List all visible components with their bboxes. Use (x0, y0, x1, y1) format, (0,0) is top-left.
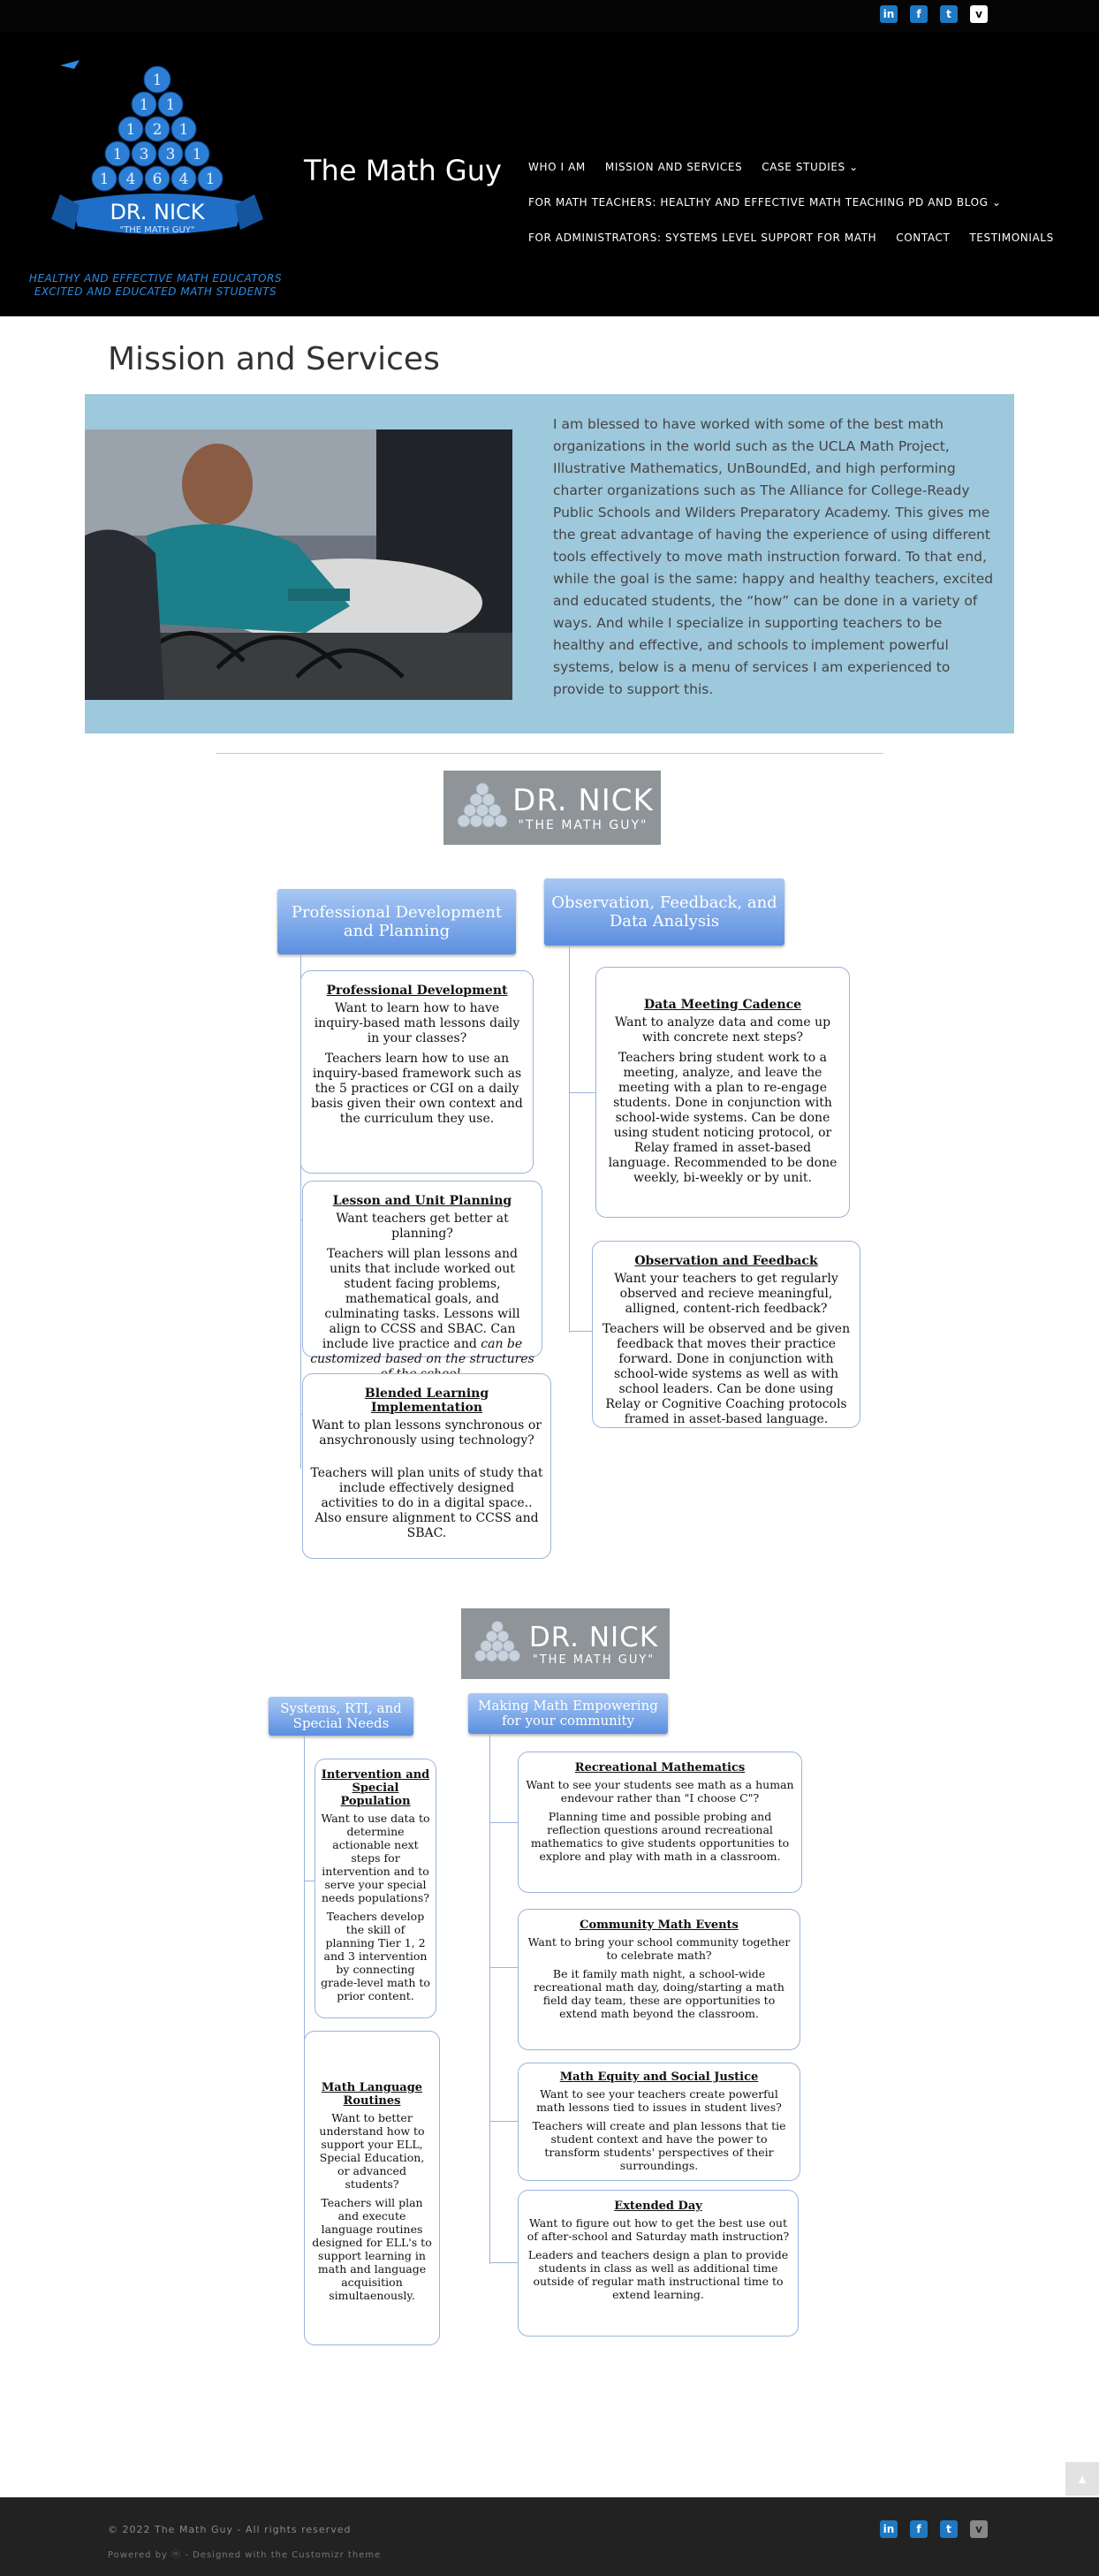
svg-text:1: 1 (165, 96, 176, 114)
back-to-top-button[interactable] (1065, 2462, 1099, 2496)
card-body: Teachers learn how to use an inquiry-based framework such as the 5 practices or CGI on a daily basis given their own context and the curriculum they use. (311, 1052, 523, 1126)
service-card-recreational-mathematics (518, 1752, 802, 1893)
card-question: Want to use data to determine actionable next steps for intervention and to serve your special needs populations? (321, 1812, 430, 1904)
nav-case-studies[interactable]: CASE STUDIES ⌄ (762, 161, 859, 173)
main-nav (528, 161, 1094, 267)
logo-tagline (18, 272, 293, 299)
svg-text:1: 1 (125, 121, 136, 139)
svg-text:2: 2 (152, 121, 163, 139)
svg-text:1: 1 (192, 146, 202, 163)
facebook-icon[interactable]: f (910, 2520, 928, 2538)
svg-text:4: 4 (178, 171, 189, 188)
logo-pyramid-icon (25, 53, 290, 274)
connector-line (489, 2121, 518, 2122)
card-body: Teachers will plan and execute language routines designed for ELL's to support learning in math and language acquisition simultaenously. (312, 2196, 432, 2302)
svg-text:3: 3 (139, 146, 149, 163)
card-question: Want to figure out how to get the best use out of after-school and Saturday math instruction? (527, 2216, 790, 2243)
card-title: Data Meeting Cadence (643, 998, 802, 1012)
site-footer (0, 2497, 1099, 2576)
nav-for-math-teachers[interactable]: FOR MATH TEACHERS: HEALTHY AND EFFECTIVE MATH TEACHING PD AND BLOG ⌄ (528, 196, 1002, 209)
footer-copyright: © 2022 The Math Guy - All rights reserved (108, 2524, 352, 2535)
connector-line (489, 1734, 490, 2264)
card-title: Community Math Events (580, 1919, 739, 1932)
card-body (310, 1247, 534, 1382)
linkedin-icon[interactable]: in (880, 5, 898, 23)
service-card-math-language-routines (304, 2031, 440, 2345)
card-body: Teachers will create and plan lessons that tie student context and have the power to transform students' perspectives of their surroundings. (532, 2119, 786, 2172)
divider (216, 753, 883, 754)
badge-title: DR. NICK (512, 783, 654, 818)
card-question: Want to analyze data and come up with concrete next steps? (614, 1015, 831, 1045)
svg-text:1: 1 (205, 171, 216, 188)
card-question: Want your teachers to get regularly observed and recieve meaningful, alligned, content-rich feedback? (614, 1272, 838, 1316)
card-body: Leaders and teachers design a plan to provide students in class as well as additional time outside of regular math instructional time to extend learning. (527, 2248, 789, 2301)
service-card-community-math-events (518, 1909, 800, 2050)
service-card-math-equity (518, 2063, 800, 2181)
service-card-extended-day (518, 2190, 799, 2337)
card-body: Be it family math night, a school-wide recreational math day, doing/starting a math field day team, these are opportunities to extend math beyond the classroom. (534, 1967, 784, 2020)
card-title: Intervention and Special Population (321, 1768, 430, 1808)
service-card-blended-learning (302, 1373, 551, 1559)
card-title: Observation and Feedback (634, 1254, 818, 1268)
header-social-links (880, 5, 988, 23)
svg-text:1: 1 (99, 171, 110, 188)
card-title: Professional Development (326, 984, 508, 998)
card-body-text: Teachers will plan lessons and units that include worked out student facing problems, mathematical goals, and culminating tasks. Lessons will align to CCSS and SBAC. Can include live practice and (322, 1247, 520, 1351)
card-body: Teachers will plan units of study that include effectively designed activities to do in a digital space.. Also ensure alignment to CCSS and SBAC. (310, 1466, 543, 1540)
connector-line (489, 2262, 518, 2263)
service-card-professional-development (300, 970, 534, 1174)
teacher-photo (85, 429, 512, 700)
category-systems-rti: Systems, RTI, and Special Needs (269, 1697, 413, 1736)
twitter-icon[interactable]: t (940, 5, 958, 23)
card-title: Recreational Mathematics (574, 1761, 746, 1774)
svg-text:3: 3 (165, 146, 176, 163)
connector-line (569, 946, 570, 1333)
card-question: Want teachers get better at planning? (336, 1212, 509, 1241)
card-question: Want to bring your school community together to celebrate math? (527, 1935, 791, 1962)
service-card-intervention (315, 1759, 436, 2018)
intro-text: I am blessed to have worked with some of the best math organizations in the world such as the UCLA Math Project, Illustrative Mathematics, UnBoundEd, and high performing charter organizations such as The Alliance for College-Ready Public Schools and Wilders Preparatory Academy. This gives me the great advantage of having the experience of using different tools effectively to move math instruction forward. To that end, while the goal is the same: happy and healthy teachers, excited and educated students, the “how” can be done in a variety of ways. And while I specialize in supporting teachers to be healthy and effective, and schools to implement powerful systems, below is a menu of services I am experienced to provide to support this. (553, 416, 994, 697)
card-question: Want to plan lessons synchronous or ansychronously using technology? (312, 1418, 542, 1448)
card-title: Math Language Routines (321, 2081, 423, 2108)
svg-text:4: 4 (125, 171, 136, 188)
card-title: Blended Learning Implementation (364, 1387, 489, 1415)
card-body-emphasis: can be customized based on the structures (310, 1337, 534, 1366)
card-body: Planning time and possible probing and reflection questions around recreational mathematics to give students opportunities to explore and play with math in a classroom. (530, 1810, 790, 1863)
badge-subtitle: "THE MATH GUY" (518, 818, 648, 832)
category-observation-feedback: Observation, Feedback, and Data Analysis (544, 878, 784, 946)
nav-mission-and-services[interactable]: MISSION AND SERVICES (604, 161, 743, 173)
card-title: Extended Day (614, 2200, 702, 2213)
nav-for-administrators[interactable]: FOR ADMINISTRATORS: SYSTEMS LEVEL SUPPORT FOR MATH (528, 232, 877, 244)
pyramid-icon (452, 780, 512, 835)
card-question: Want to better understand how to support your ELL, Special Education, or advanced students? (319, 2111, 425, 2191)
card-title: Math Equity and Social Justice (559, 2071, 759, 2084)
card-question: Want to learn how to have inquiry-based math lessons daily in your classes? (314, 1001, 520, 1045)
tagline-line-1: HEALTHY AND EFFECTIVE MATH EDUCATORS (28, 272, 283, 285)
badge-subtitle: "THE MATH GUY" (532, 1653, 656, 1667)
badge-title: DR. NICK (528, 1621, 659, 1653)
card-question: Want to see your students see math as a human endevour rather than "I choose C"? (526, 1778, 794, 1805)
nav-who-i-am[interactable]: WHO I AM (528, 161, 586, 173)
site-logo[interactable] (25, 53, 290, 300)
twitter-icon[interactable]: t (940, 2520, 958, 2538)
service-card-lesson-unit-planning (302, 1181, 542, 1366)
footer-credit[interactable]: Powered by ⓦ - Designed with the Customizr theme (108, 2550, 382, 2560)
service-card-data-meeting-cadence (595, 967, 850, 1218)
linkedin-icon[interactable]: in (880, 2520, 898, 2538)
connector-line (569, 1092, 595, 1093)
top-bar (0, 0, 1099, 32)
svg-text:6: 6 (152, 171, 163, 188)
chevron-up-icon: ▲ (1076, 2472, 1088, 2486)
logo-title: DR. NICK (110, 200, 205, 224)
connector-line (489, 1967, 518, 1968)
vimeo-icon[interactable]: v (970, 5, 988, 23)
tagline-line-2: EXCITED AND EDUCATED MATH STUDENTS (34, 285, 277, 298)
site-header (0, 32, 1099, 316)
logo-subtitle: "THE MATH GUY" (119, 225, 195, 235)
card-title: Lesson and Unit Planning (332, 1194, 512, 1208)
card-body: Teachers develop the skill of planning Tier 1, 2 and 3 intervention by connecting grade-level math to prior content. (321, 1910, 430, 2002)
nav-testimonials[interactable]: TESTIMONIALS (969, 232, 1054, 244)
site-title[interactable]: The Math Guy (304, 154, 502, 187)
page-title: Mission and Services (108, 341, 440, 377)
dr-nick-badge-1 (443, 771, 661, 845)
connector-line (489, 1822, 518, 1823)
card-question: Want to see your teachers create powerful math lessons tied to issues in student lives? (536, 2087, 782, 2114)
category-making-math-empowering: Making Math Empowering for your community (468, 1693, 668, 1734)
svg-text:1: 1 (152, 72, 163, 89)
dr-nick-badge-2 (461, 1608, 670, 1679)
svg-text:1: 1 (112, 146, 123, 163)
facebook-icon[interactable]: f (910, 5, 928, 23)
card-body: Teachers will be observed and be given feedback that moves their practice forward. Done in conjunction with school-wide systems as well as with school leaders. Can be done using Relay or Cognitive Coaching protocols framed in asset-based language. (602, 1322, 851, 1426)
svg-text:1: 1 (139, 96, 149, 114)
category-professional-development: Professional Development and Planning (277, 889, 516, 954)
card-body: Teachers bring student work to a meeting, analyze, and leave the meeting with a plan to re-engage students. Done in conjunction with school-wide systems. Can be done using student noticing protocol, or Relay framed in asset-based language. Recommended to be done weekly, bi-weekly or by unit. (608, 1051, 838, 1185)
intro-section (85, 394, 1014, 733)
footer-social-links (880, 2520, 988, 2538)
pyramid-icon (470, 1618, 525, 1669)
nav-contact[interactable]: CONTACT (896, 232, 951, 244)
svg-text:1: 1 (178, 121, 189, 139)
vimeo-icon[interactable]: v (970, 2520, 988, 2538)
service-card-observation-feedback (592, 1241, 860, 1428)
